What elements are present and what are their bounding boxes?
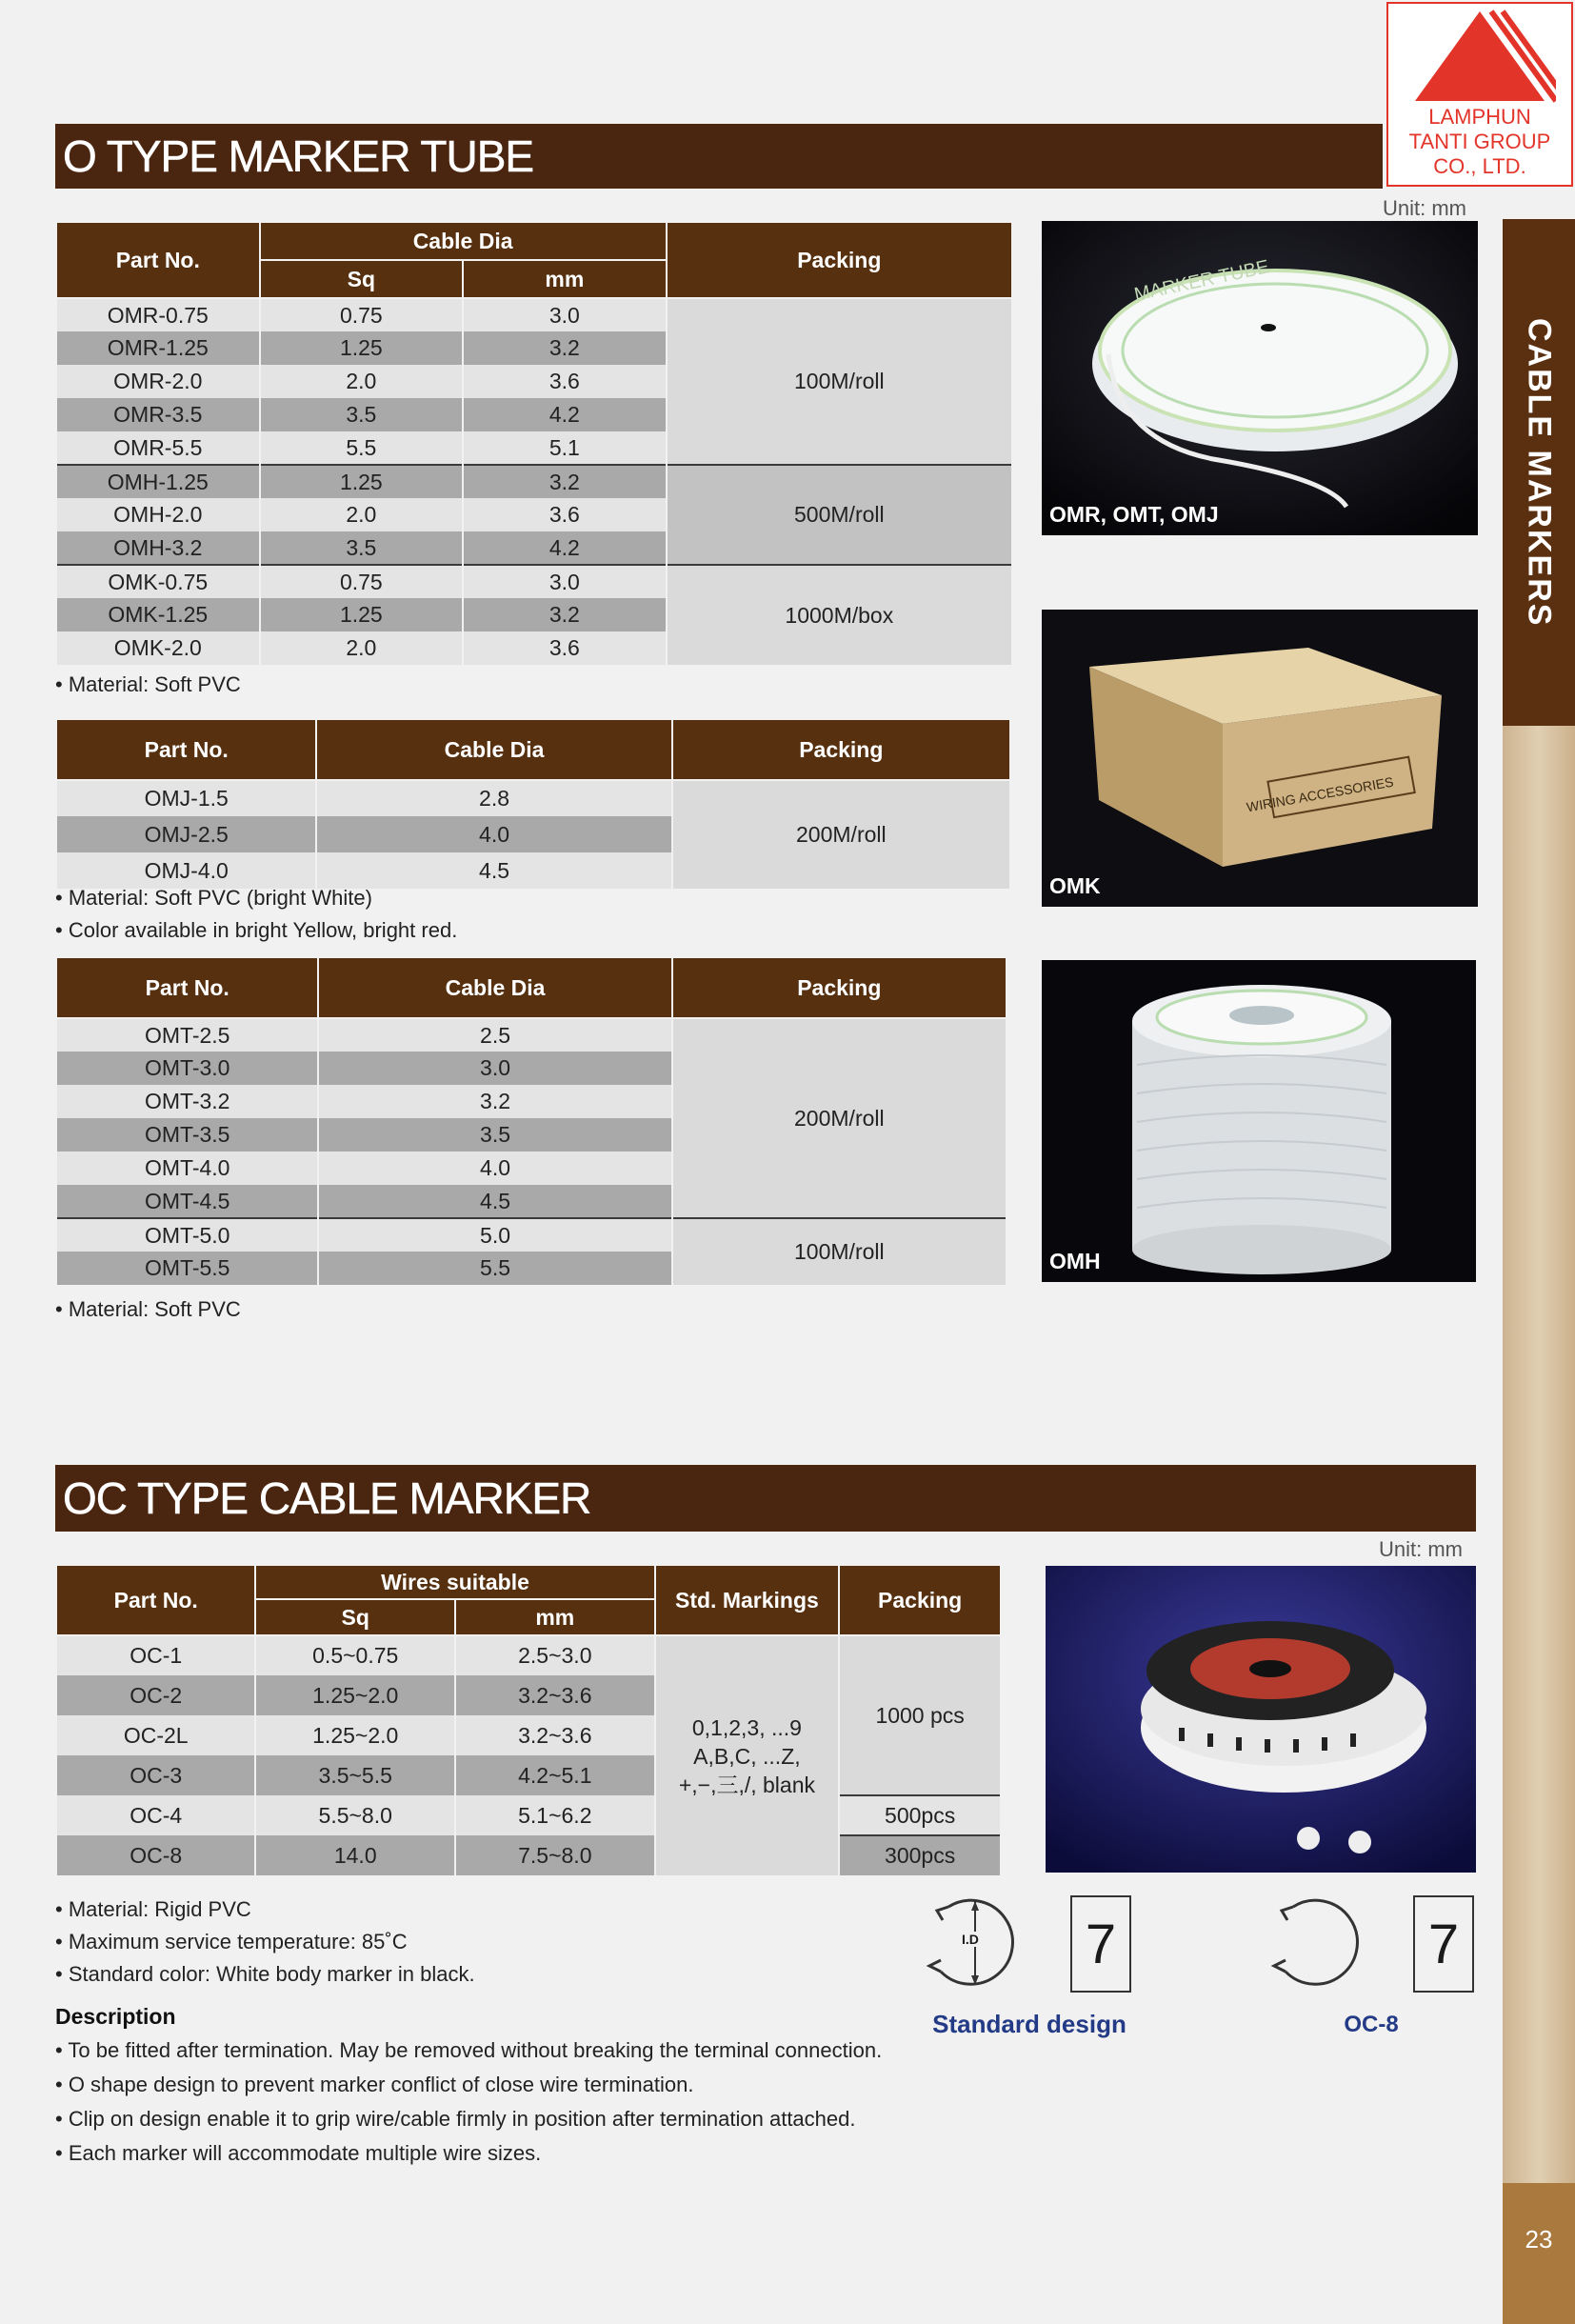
cell-dia: 2.8: [316, 780, 671, 816]
cell-markings: [655, 1635, 840, 1875]
photo-omr-spool: [1042, 221, 1478, 535]
description-item: • Clip on design enable it to grip wire/cable firmly in position after termination attached.: [55, 2107, 893, 2132]
th-cable-dia: Cable Dia: [316, 719, 671, 780]
box-image: [1042, 610, 1478, 907]
marker-digit: 7: [1085, 1913, 1117, 1975]
cell-dia: 4.5: [316, 852, 671, 889]
th-sq: Sq: [255, 1599, 455, 1635]
cell-part: OMT-3.2: [56, 1085, 318, 1118]
cell-packing: 100M/roll: [667, 298, 1012, 465]
table-o-type-2: [55, 718, 1011, 889]
page-number: 23: [1525, 2225, 1553, 2254]
cell-mm: 4.2: [463, 398, 667, 431]
cell-dia: 2.5: [318, 1018, 671, 1052]
section-title-oc-type: OC TYPE CABLE MARKER: [55, 1465, 1476, 1532]
cell-part: OMT-5.0: [56, 1218, 318, 1252]
cell-part: OC-3: [56, 1755, 255, 1795]
cell-part: OMJ-1.5: [56, 780, 316, 816]
cell-dia: 3.5: [318, 1118, 671, 1152]
cell-dia: 4.0: [318, 1152, 671, 1185]
marker-digit: 7: [1427, 1913, 1460, 1975]
photo-label: OMK: [1049, 873, 1101, 898]
unit-label: Unit: mm: [1383, 196, 1466, 220]
logo-text: [1388, 105, 1571, 179]
cell-mm: 3.6: [463, 631, 667, 665]
cell-dia: 5.0: [318, 1218, 671, 1252]
cell-mm: 3.6: [463, 365, 667, 398]
cell-part: OMH-2.0: [56, 498, 260, 531]
page-number-box: [1503, 2183, 1575, 2324]
cell-mm: 3.2: [463, 331, 667, 365]
photo-label: OMR, OMT, OMJ: [1049, 502, 1219, 527]
description-item: • O shape design to prevent marker conflict of close wire termination.: [55, 2073, 893, 2097]
th-mm: mm: [455, 1599, 655, 1635]
th-part-no: Part No.: [56, 957, 318, 1018]
th-markings: Std. Markings: [655, 1565, 840, 1635]
cell-part: OMR-5.5: [56, 431, 260, 465]
cell-part: OMK-2.0: [56, 631, 260, 665]
cell-part: OMT-2.5: [56, 1018, 318, 1052]
photo-omh-coil: [1042, 960, 1476, 1282]
table-row: [56, 465, 1012, 498]
cell-sq: 1.25: [260, 598, 464, 631]
oc-reel-image: [1046, 1566, 1476, 1873]
unit-label: Unit: mm: [1379, 1537, 1463, 1561]
cell-sq: 5.5: [260, 431, 464, 465]
cell-packing: 200M/roll: [672, 780, 1010, 889]
cell-mm: 5.1: [463, 431, 667, 465]
description-item: • To be fitted after termination. May be removed without breaking the terminal connection.: [55, 2038, 893, 2063]
photo-label: OMH: [1049, 1249, 1101, 1273]
cell-packing: 100M/roll: [672, 1218, 1007, 1285]
cell-sq: 2.0: [260, 631, 464, 665]
cell-part: OMR-0.75: [56, 298, 260, 331]
cell-part: OC-2L: [56, 1715, 255, 1755]
cell-sq: 1.25: [260, 331, 464, 365]
th-part-no: Part No.: [56, 222, 260, 298]
cell-dia: 3.2: [318, 1085, 671, 1118]
th-cable-dia: Cable Dia: [260, 222, 667, 260]
cell-sq: 3.5: [260, 531, 464, 565]
cell-dia: 5.5: [318, 1252, 671, 1285]
cell-sq: 0.75: [260, 298, 464, 331]
table-row: [56, 1835, 1001, 1875]
cell-mm: 5.1~6.2: [455, 1795, 655, 1835]
table-row: [56, 780, 1010, 816]
th-packing: Packing: [672, 957, 1007, 1018]
marker-digit-box: [1070, 1895, 1131, 1993]
cell-sq: 3.5: [260, 398, 464, 431]
cell-dia: 4.5: [318, 1185, 671, 1218]
note-material: • Material: Soft PVC: [55, 672, 241, 697]
cell-part: OC-1: [56, 1635, 255, 1675]
cell-sq: 14.0: [255, 1835, 455, 1875]
cell-part: OMR-1.25: [56, 331, 260, 365]
photo-oc-markers: [1046, 1566, 1476, 1873]
cell-part: OMT-4.0: [56, 1152, 318, 1185]
table-row: [56, 565, 1012, 598]
logo-line2: TANTI GROUP: [1408, 130, 1551, 153]
side-tab-label: CABLE MARKERS: [1521, 317, 1558, 628]
cell-part: OMK-1.25: [56, 598, 260, 631]
c-ring-oc8-diagram: [1265, 1890, 1375, 1996]
cell-sq: 3.5~5.5: [255, 1755, 455, 1795]
cell-mm: 3.0: [463, 298, 667, 331]
cell-part: OMR-3.5: [56, 398, 260, 431]
cell-mm: 7.5~8.0: [455, 1835, 655, 1875]
cell-sq: 1.25~2.0: [255, 1715, 455, 1755]
description-list: [55, 2038, 893, 2166]
th-packing: Packing: [672, 719, 1010, 780]
cell-mm: 4.2~5.1: [455, 1755, 655, 1795]
cell-part: OMJ-2.5: [56, 816, 316, 852]
side-strip: [1503, 726, 1575, 2183]
cell-mm: 3.6: [463, 498, 667, 531]
cell-part: OMK-0.75: [56, 565, 260, 598]
th-wires: Wires suitable: [255, 1565, 654, 1599]
cell-packing: 1000M/box: [667, 565, 1012, 665]
note-material: • Material: Soft PVC: [55, 1297, 241, 1322]
cell-mm: 2.5~3.0: [455, 1635, 655, 1675]
table-row: [56, 1218, 1007, 1252]
company-logo: [1386, 2, 1573, 187]
cell-part: OMJ-4.0: [56, 852, 316, 889]
cell-packing: 500pcs: [839, 1795, 1001, 1835]
cell-sq: 0.5~0.75: [255, 1635, 455, 1675]
coil-image: [1042, 960, 1476, 1282]
cell-mm: 4.2: [463, 531, 667, 565]
cell-packing: 200M/roll: [672, 1018, 1007, 1218]
cell-sq: 5.5~8.0: [255, 1795, 455, 1835]
cell-packing: 1000 pcs: [839, 1635, 1001, 1795]
table-row: [56, 1795, 1001, 1835]
note-material: • Material: Soft PVC (bright White): [55, 886, 372, 911]
caption-standard-design: Standard design: [932, 2010, 1126, 2038]
th-sq: Sq: [260, 260, 464, 298]
spool-text: MARKER TUBE: [1132, 256, 1271, 306]
cell-mm: 3.2: [463, 465, 667, 498]
logo-triangle-icon: [1404, 8, 1556, 103]
table-o-type-3: [55, 956, 1007, 1285]
cell-part: OMT-4.5: [56, 1185, 318, 1218]
cell-mm: 3.2~3.6: [455, 1675, 655, 1715]
marker-digit-box: [1413, 1895, 1474, 1993]
cell-part: OC-8: [56, 1835, 255, 1875]
description-item: • Each marker will accommodate multiple wire sizes.: [55, 2141, 893, 2166]
logo-line3: CO., LTD.: [1433, 154, 1526, 178]
th-mm: mm: [463, 260, 667, 298]
logo-line1: LAMPHUN: [1428, 105, 1531, 129]
cell-mm: 3.2~3.6: [455, 1715, 655, 1755]
cell-dia: 4.0: [316, 816, 671, 852]
note-color: • Color available in bright Yellow, bright red.: [55, 918, 457, 943]
photo-omk-box: [1042, 610, 1478, 907]
cell-mm: 3.0: [463, 565, 667, 598]
cell-part: OC-2: [56, 1675, 255, 1715]
cell-dia: 3.0: [318, 1052, 671, 1085]
th-packing: Packing: [839, 1565, 1001, 1635]
cell-sq: 1.25~2.0: [255, 1675, 455, 1715]
marking-line: A,B,C, ...Z,: [693, 1743, 801, 1769]
cell-part: OMT-3.5: [56, 1118, 318, 1152]
note-color: • Standard color: White body marker in black.: [55, 1962, 475, 1987]
cell-part: OMT-5.5: [56, 1252, 318, 1285]
cell-sq: 1.25: [260, 465, 464, 498]
table-row: [56, 1635, 1001, 1675]
cell-mm: 3.2: [463, 598, 667, 631]
cell-part: OMH-1.25: [56, 465, 260, 498]
note-temperature: • Maximum service temperature: 85˚C: [55, 1930, 408, 1954]
c-ring-id-diagram: [920, 1890, 1030, 1996]
th-part-no: Part No.: [56, 1565, 255, 1635]
marking-line: +,−,三,/, blank: [678, 1772, 816, 1797]
table-o-type-1: [55, 221, 1013, 665]
note-material: • Material: Rigid PVC: [55, 1897, 251, 1922]
cell-sq: 0.75: [260, 565, 464, 598]
cell-packing: 500M/roll: [667, 465, 1012, 565]
cell-sq: 2.0: [260, 365, 464, 398]
description-title: Description: [55, 2004, 176, 2029]
section-title-o-type: O TYPE MARKER TUBE: [55, 124, 1383, 189]
table-row: [56, 298, 1012, 331]
th-part-no: Part No.: [56, 719, 316, 780]
th-packing: Packing: [667, 222, 1012, 298]
table-row: [56, 1018, 1007, 1052]
box-text: WIRING ACCESSORIES: [1245, 773, 1395, 815]
cell-packing: 300pcs: [839, 1835, 1001, 1875]
cell-part: OC-4: [56, 1795, 255, 1835]
cell-part: OMR-2.0: [56, 365, 260, 398]
side-tab: [1503, 219, 1575, 726]
th-cable-dia: Cable Dia: [318, 957, 671, 1018]
table-oc-type: [55, 1564, 1002, 1875]
cell-part: OMH-3.2: [56, 531, 260, 565]
cell-sq: 2.0: [260, 498, 464, 531]
c-ring-icon: [1265, 1890, 1375, 1996]
marking-line: 0,1,2,3, ...9: [691, 1714, 802, 1740]
id-label: I.D: [962, 1932, 979, 1947]
cell-part: OMT-3.0: [56, 1052, 318, 1085]
caption-oc8: OC-8: [1344, 2012, 1399, 2037]
